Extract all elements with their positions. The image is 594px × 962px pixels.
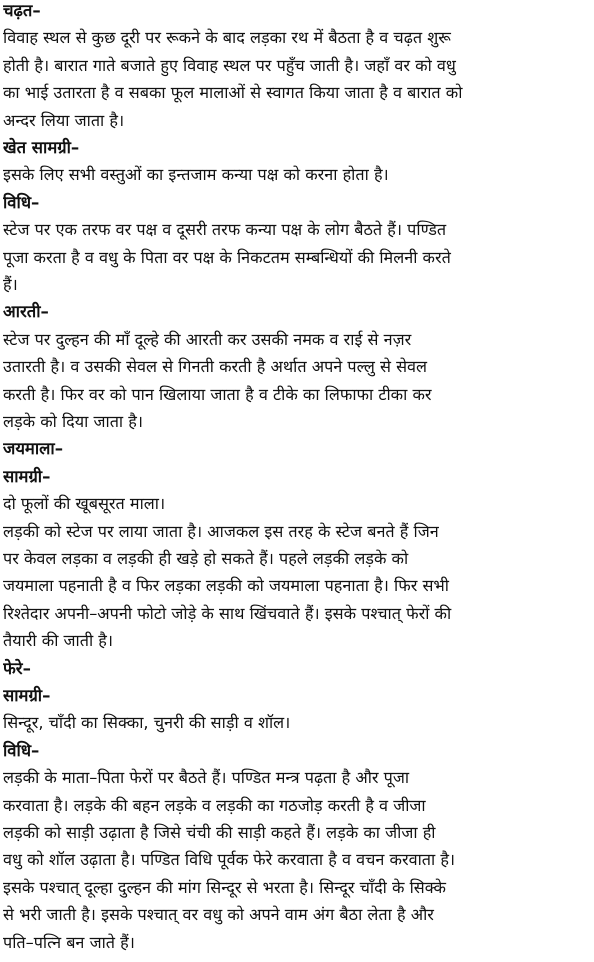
section-heading: जयमाला– xyxy=(3,439,64,459)
section-heading: सामग्री– xyxy=(3,466,51,486)
section-heading: फेरे– xyxy=(3,658,31,678)
paragraph-line: स्टेज पर दुल्हन की माँ दूल्हे की आरती कर उसकी नमक व राई से नज़र xyxy=(3,329,412,349)
paragraph-line: जयमाला पहनाती है व फिर लड़का लड़की को जयमाला पहनाता है। फिर सभी xyxy=(3,576,449,596)
paragraph-line: करवाता है। लड़के की बहन लड़के व लड़की का गठजोड़ करती है व जीजा xyxy=(3,795,426,815)
paragraph-line: विवाह स्थल से कुछ दूरी पर रूकने के बाद लड़का रथ में बैठता है व चढ़त शुरू xyxy=(3,28,451,48)
paragraph-line: इसके पश्चात् दूल्हा दुल्हन की मांग सिन्दूर से भरता है। सिन्दूर चाँदी के सिक्के xyxy=(3,877,446,897)
paragraph-line: से भरी जाती है। इसके पश्चात् वर वधु को अपने वाम अंग बैठा लेता है और xyxy=(3,905,434,925)
paragraph-line: इसके लिए सभी वस्तुओं का इन्तजाम कन्या पक्ष को करना होता है। xyxy=(3,165,389,185)
section-heading: विधि– xyxy=(3,192,40,212)
paragraph-line: का भाई उतारता है व सबका फूल मालाओं से स्वागत किया जाता है व बारात को xyxy=(3,83,463,103)
paragraph-line: सिन्दूर, चाँदी का सिक्का, चुनरी की साड़ी व शॉल। xyxy=(3,713,291,733)
paragraph-line: अन्दर लिया जाता है। xyxy=(3,110,125,130)
paragraph-line: पूजा करता है व वधु के पिता वर पक्ष के निकटतम सम्बन्धियों की मिलनी करते xyxy=(3,247,451,267)
paragraph-line: स्टेज पर एक तरफ वर पक्ष व दूसरी तरफ कन्या पक्ष के लोग बैठते हैं। पण्डित xyxy=(3,220,447,240)
paragraph-line: पर केवल लड़का व लड़की ही खड़े हो सकते हैं। पहले लड़की लड़के को xyxy=(3,549,409,568)
paragraph-line: लड़की को साड़ी उढ़ाता है जिसे चंची की साड़ी कहते हैं। लड़के का जीजा ही xyxy=(3,823,436,842)
section-heading: आरती– xyxy=(3,302,49,322)
section-heading: चढ़त– xyxy=(3,1,41,20)
section-heading: विधि– xyxy=(3,740,40,760)
paragraph-line: हैं। xyxy=(3,275,18,294)
paragraph-line: लड़के को दिया जाता है। xyxy=(3,412,143,431)
paragraph-line: करती है। फिर वर को पान खिलाया जाता है व टीके का लिफाफा टीका कर xyxy=(3,384,432,404)
paragraph-line: उतारती है। व उसकी सेवल से गिनती करती है अर्थात अपने पल्लु से सेवल xyxy=(3,357,428,377)
paragraph-line: लड़की को स्टेज पर लाया जाता है। आजकल इस तरह के स्टेज बनते हैं जिन xyxy=(3,521,439,541)
paragraph-line: रिश्तेदार अपनी–अपनी फोटो जोड़े के साथ खिंचवाते हैं। इसके पश्चात् फेरों की xyxy=(3,603,452,623)
paragraph-line: होती है। बारात गाते बजाते हुए विवाह स्थल पर पहुँच जाती है। जहाँ वर को वधु xyxy=(3,55,456,75)
section-heading: सामग्री– xyxy=(3,686,51,705)
paragraph-line: तैयारी की जाती है। xyxy=(3,631,114,651)
paragraph-line: वधु को शॉल उढ़ाता है। पण्डित विधि पूर्वक फेरे करवाता है व वचन करवाता है। xyxy=(3,850,456,870)
paragraph-line: दो फूलों की खूबसूरत माला। xyxy=(3,494,166,514)
section-heading: खेत सामग्री– xyxy=(3,138,80,157)
paragraph-line: लड़की के माता–पिता फेरों पर बैठते हैं। पण्डित मन्त्र पढ़ता है और पूजा xyxy=(3,768,410,788)
paragraph-line: पति–पत्नि बन जाते हैं। xyxy=(3,932,135,952)
